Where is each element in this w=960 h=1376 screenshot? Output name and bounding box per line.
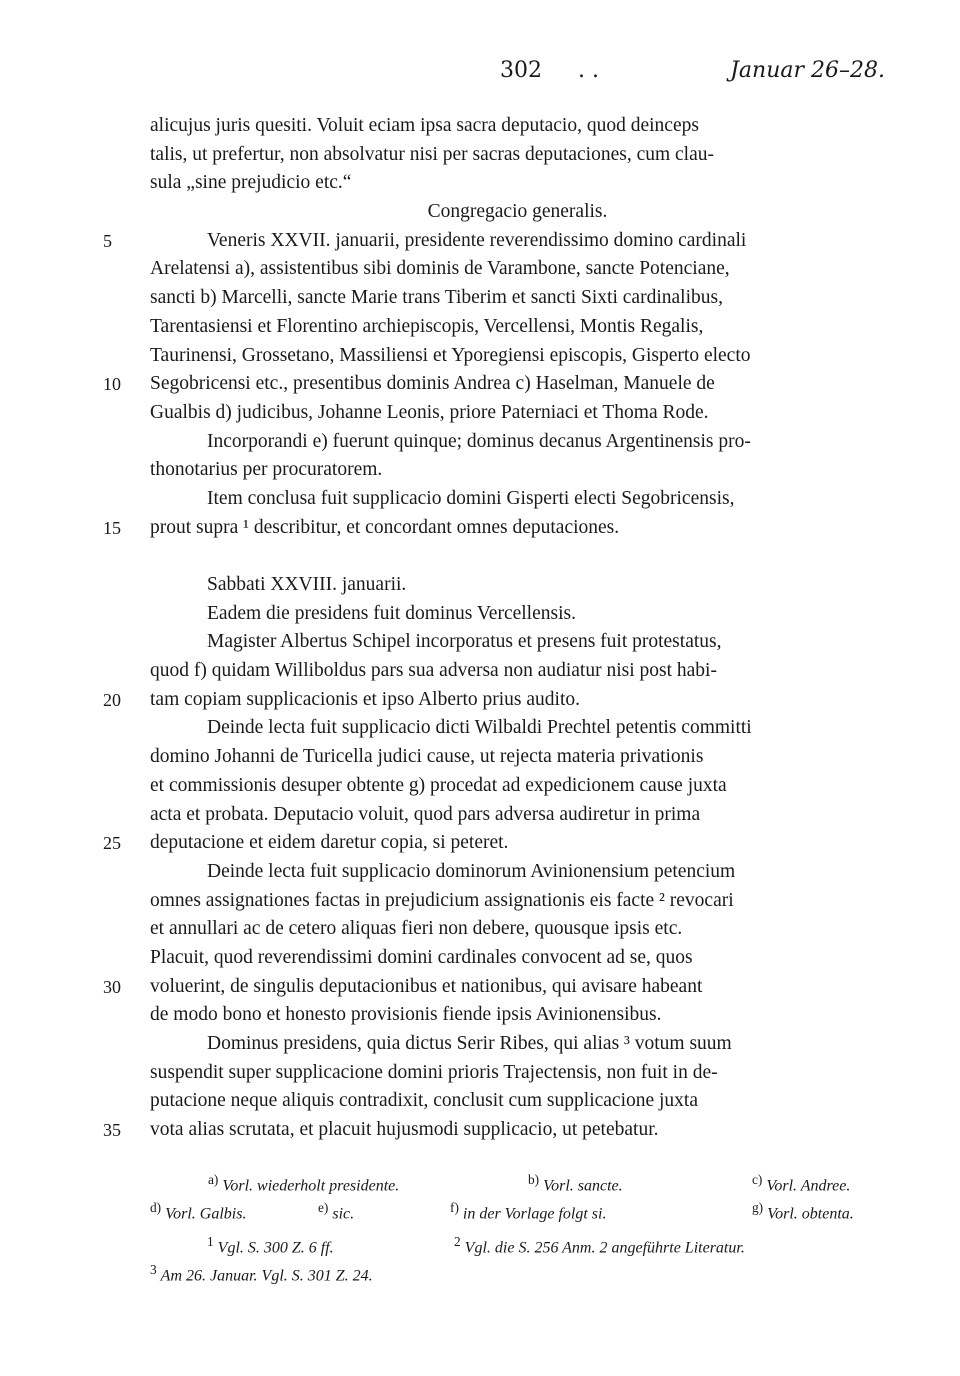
text-line xyxy=(0,1116,960,1145)
line-number: 15 xyxy=(103,517,121,538)
text-line xyxy=(0,571,960,600)
line-number: 30 xyxy=(103,976,121,997)
apparatus-row xyxy=(0,1194,960,1222)
line-text: Taurinensi, Grossetano, Massiliensi et Yporegiensi episcopis, Gisperto electo xyxy=(150,344,751,366)
line-text: suspendit super supplicacione domini prioris Trajectensis, non fuit in de- xyxy=(150,1061,718,1083)
apparatus-row xyxy=(0,1166,960,1194)
text-line xyxy=(0,313,960,342)
text-line xyxy=(0,514,960,543)
line-text: deputacione et eidem daretur copia, si peteret. xyxy=(150,832,509,854)
reference-3: $^3$ Am 26. Januar. Vgl. S. 301 Z. 24. xyxy=(150,1262,373,1285)
footnote-f: $^{f)}$ in der Vorlage folgt si. xyxy=(450,1200,607,1223)
running-head: Januar 26–28. xyxy=(730,58,885,83)
text-line xyxy=(0,628,960,657)
line-text: de modo bono et honesto provisionis fiende ipsis Avinionensibus. xyxy=(150,1004,662,1026)
text-line xyxy=(0,772,960,801)
footnote-b: $^{b)}$ Vorl. sancte. xyxy=(528,1172,623,1195)
text-line xyxy=(0,1059,960,1088)
text-line xyxy=(0,1030,960,1059)
text-line xyxy=(0,542,960,571)
footnote-e: $^{e)}$ sic. xyxy=(318,1200,355,1223)
line-text: Eadem die presidens fuit dominus Vercellensis. xyxy=(207,602,576,624)
line-text: vota alias scrutata, et placuit hujusmodi supplicacio, ut petebatur. xyxy=(150,1119,659,1141)
footnote-a: $^{a)}$ Vorl. wiederholt presidente. xyxy=(208,1172,400,1195)
reference-notes xyxy=(0,1228,960,1284)
line-number: 35 xyxy=(103,1120,121,1141)
line-number: 20 xyxy=(103,689,121,710)
line-number: 10 xyxy=(103,374,121,395)
text-line xyxy=(0,801,960,830)
page-header xyxy=(150,58,885,88)
line-text: Incorporandi e) fuerunt quinque; dominus decanus Argentinensis pro- xyxy=(207,430,751,452)
header-dots: . . xyxy=(578,58,599,83)
text-line xyxy=(0,858,960,887)
footnote-g: $^{g)}$ Vorl. obtenta. xyxy=(752,1200,854,1223)
reference-row xyxy=(0,1256,960,1284)
text-line xyxy=(0,973,960,1002)
text-line xyxy=(0,887,960,916)
text-line xyxy=(0,1087,960,1116)
text-line xyxy=(0,198,960,227)
line-text: Deinde lecta fuit supplicacio dicti Wilbaldi Prechtel petentis committi xyxy=(207,717,752,739)
text-line xyxy=(0,829,960,858)
text-line xyxy=(0,1001,960,1030)
line-text: quod f) quidam Williboldus pars sua adversa non audiatur nisi post habi- xyxy=(150,660,717,682)
line-text: et commissionis desuper obtente g) procedat ad expedicionem cause juxta xyxy=(150,774,727,796)
line-number: 5 xyxy=(103,230,112,251)
line-text: sancti b) Marcelli, sancte Marie trans Tiberim et sancti Sixti cardinalibus, xyxy=(150,287,723,309)
line-text: Item conclusa fuit supplicacio domini Gisperti electi Segobricensis, xyxy=(207,487,735,509)
text-line xyxy=(0,370,960,399)
line-text: omnes assignationes factas in prejudicium assignationis eis facte ² revocari xyxy=(150,889,734,911)
main-text xyxy=(0,112,960,1145)
line-text: prout supra ¹ describitur, et concordant omnes deputaciones. xyxy=(150,516,620,538)
line-text: thonotarius per procuratorem. xyxy=(150,459,383,481)
line-text: et annullari ac de cetero aliquas fieri non debere, quousque ipsis etc. xyxy=(150,918,683,940)
text-line xyxy=(0,600,960,629)
text-line xyxy=(0,743,960,772)
line-text: Deinde lecta fuit supplicacio dominorum Avinionensium petencium xyxy=(207,860,736,882)
line-text: Placuit, quod reverendissimi domini cardinales convocent ad se, quos xyxy=(150,946,693,968)
footnote-c: $^{c)}$ Vorl. Andree. xyxy=(752,1172,851,1195)
line-text: Tarentasiensi et Florentino archiepiscopis, Vercellensi, Montis Regalis, xyxy=(150,315,704,337)
text-line xyxy=(0,112,960,141)
line-number: 25 xyxy=(103,833,121,854)
line-text: Dominus presidens, quia dictus Serir Ribes, qui alias ³ votum suum xyxy=(207,1033,732,1054)
line-text: Gualbis d) judicibus, Johanne Leonis, priore Paterniaci et Thoma Rode. xyxy=(150,401,709,423)
text-line xyxy=(0,944,960,973)
text-line xyxy=(0,169,960,198)
text-line xyxy=(0,227,960,256)
line-text: Congregacio generalis. xyxy=(427,201,608,223)
line-text: Sabbati XXVIII. januarii. xyxy=(207,574,407,595)
footnote-d: $^{d)}$ Vorl. Galbis. xyxy=(150,1200,247,1223)
line-text: Veneris XXVII. januarii, presidente reverendissimo domino cardinali xyxy=(207,229,747,251)
line-text: Segobricensi etc., presentibus dominis Andrea c) Haselman, Manuele de xyxy=(150,373,715,395)
text-line xyxy=(0,657,960,686)
text-line xyxy=(0,485,960,514)
critical-apparatus xyxy=(0,1166,960,1222)
text-line xyxy=(0,428,960,457)
text-line xyxy=(0,342,960,371)
line-text: voluerint, de singulis deputacionibus et nationibus, qui avisare habeant xyxy=(150,975,703,997)
text-line xyxy=(0,399,960,428)
line-text: talis, ut prefertur, non absolvatur nisi per sacras deputaciones, cum clau- xyxy=(150,143,714,165)
line-text: Arelatensi a), assistentibus sibi dominis de Varambone, sancte Potenciane, xyxy=(150,258,730,280)
line-text: domino Johanni de Turicella judici cause, ut rejecta materia privationis xyxy=(150,746,704,768)
text-line xyxy=(0,141,960,170)
page-number: 302 xyxy=(500,58,542,83)
text-line xyxy=(0,284,960,313)
reference-2: $^2$ Vgl. die S. 256 Anm. 2 angeführte Literatur. xyxy=(454,1234,745,1257)
line-text: putacione neque aliquis contradixit, conclusit cum supplicacione juxta xyxy=(150,1090,699,1112)
text-line xyxy=(0,714,960,743)
reference-1: $^1$ Vgl. S. 300 Z. 6 ff. xyxy=(207,1234,334,1257)
text-line xyxy=(0,255,960,284)
text-line xyxy=(0,915,960,944)
line-text: tam copiam supplicacionis et ipso Alberto prius audito. xyxy=(150,688,581,710)
line-text: Magister Albertus Schipel incorporatus et presens fuit protestatus, xyxy=(207,631,722,653)
line-text: sula „sine prejudicio etc.“ xyxy=(150,172,352,194)
line-text: acta et probata. Deputacio voluit, quod pars adversa audiretur in prima xyxy=(150,803,701,825)
line-text: alicujus juris quesiti. Voluit eciam ipsa sacra deputacio, quod deinceps xyxy=(150,115,699,136)
text-line xyxy=(0,456,960,485)
text-line xyxy=(0,686,960,715)
reference-row xyxy=(0,1228,960,1256)
